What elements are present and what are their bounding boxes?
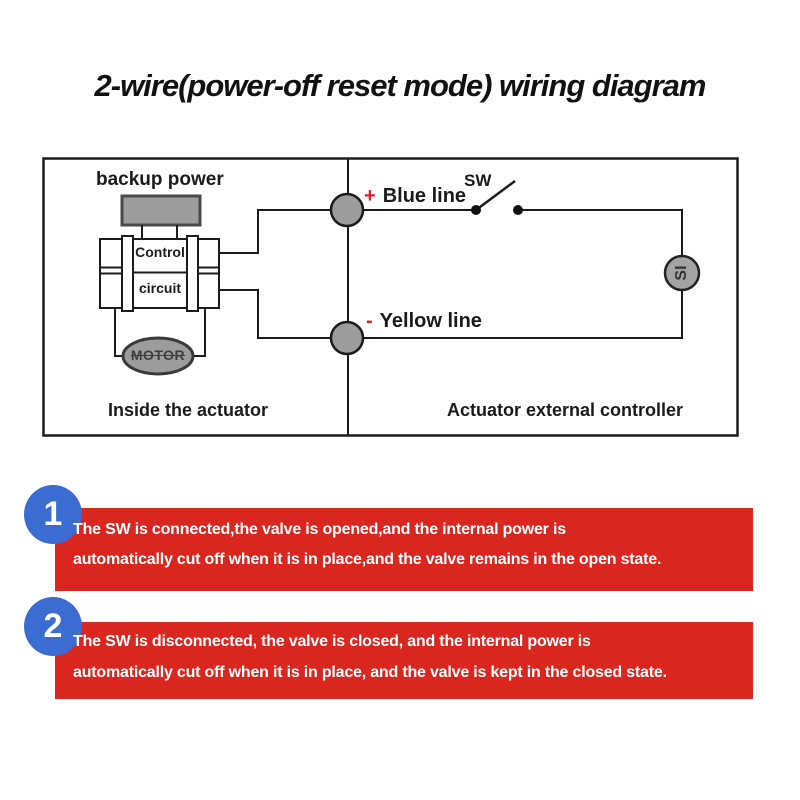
blue-line-label: Blue line <box>382 185 467 207</box>
yellow-line-label-group <box>366 310 482 333</box>
page-title: 2-wire(power-off reset mode) wiring diagram <box>94 68 706 103</box>
control-label: Control <box>135 244 185 260</box>
external-controller-label: Actuator external controller <box>446 400 684 420</box>
backup-power-battery <box>122 196 200 225</box>
minus-sign: - <box>366 310 373 332</box>
blue-wire-internal <box>219 210 347 253</box>
note-2-number-badge: 2 <box>24 597 82 656</box>
note-1-line-2: automatically cut off when it is in place,and the valve remains in the open state. <box>73 551 662 568</box>
yellow-wire-internal <box>219 290 347 338</box>
note-2-line-2: automatically cut off when it is in place, and the valve is kept in the closed state. <box>73 664 667 681</box>
switch-contact-right <box>513 205 523 215</box>
valve-left-flange <box>122 236 133 311</box>
circuit-label: circuit <box>138 280 181 296</box>
switch-label: SW <box>464 171 492 190</box>
inside-actuator-label: Inside the actuator <box>107 400 269 420</box>
terminal-circle-yellow <box>331 322 363 354</box>
battery-connector-wires <box>142 225 177 239</box>
switch-contact-left <box>471 205 481 215</box>
plus-sign: + <box>364 185 376 207</box>
note-1-line-1: The SW is connected,the valve is opened,and the internal power is <box>73 521 566 538</box>
backup-power-label: backup power <box>96 169 224 190</box>
motor-label: MOTOR <box>130 347 186 363</box>
valve-right-flange <box>187 236 198 311</box>
si-indicator-label: SI <box>673 265 690 281</box>
note-2-line-1: The SW is disconnected, the valve is closed, and the internal power is <box>73 633 591 650</box>
note-1-number-badge: 1 <box>24 485 82 544</box>
blue-line-label-group <box>364 185 466 208</box>
blue-wire-after-switch <box>518 210 682 256</box>
terminal-circle-blue <box>331 194 363 226</box>
yellow-line-label: Yellow line <box>379 310 482 332</box>
